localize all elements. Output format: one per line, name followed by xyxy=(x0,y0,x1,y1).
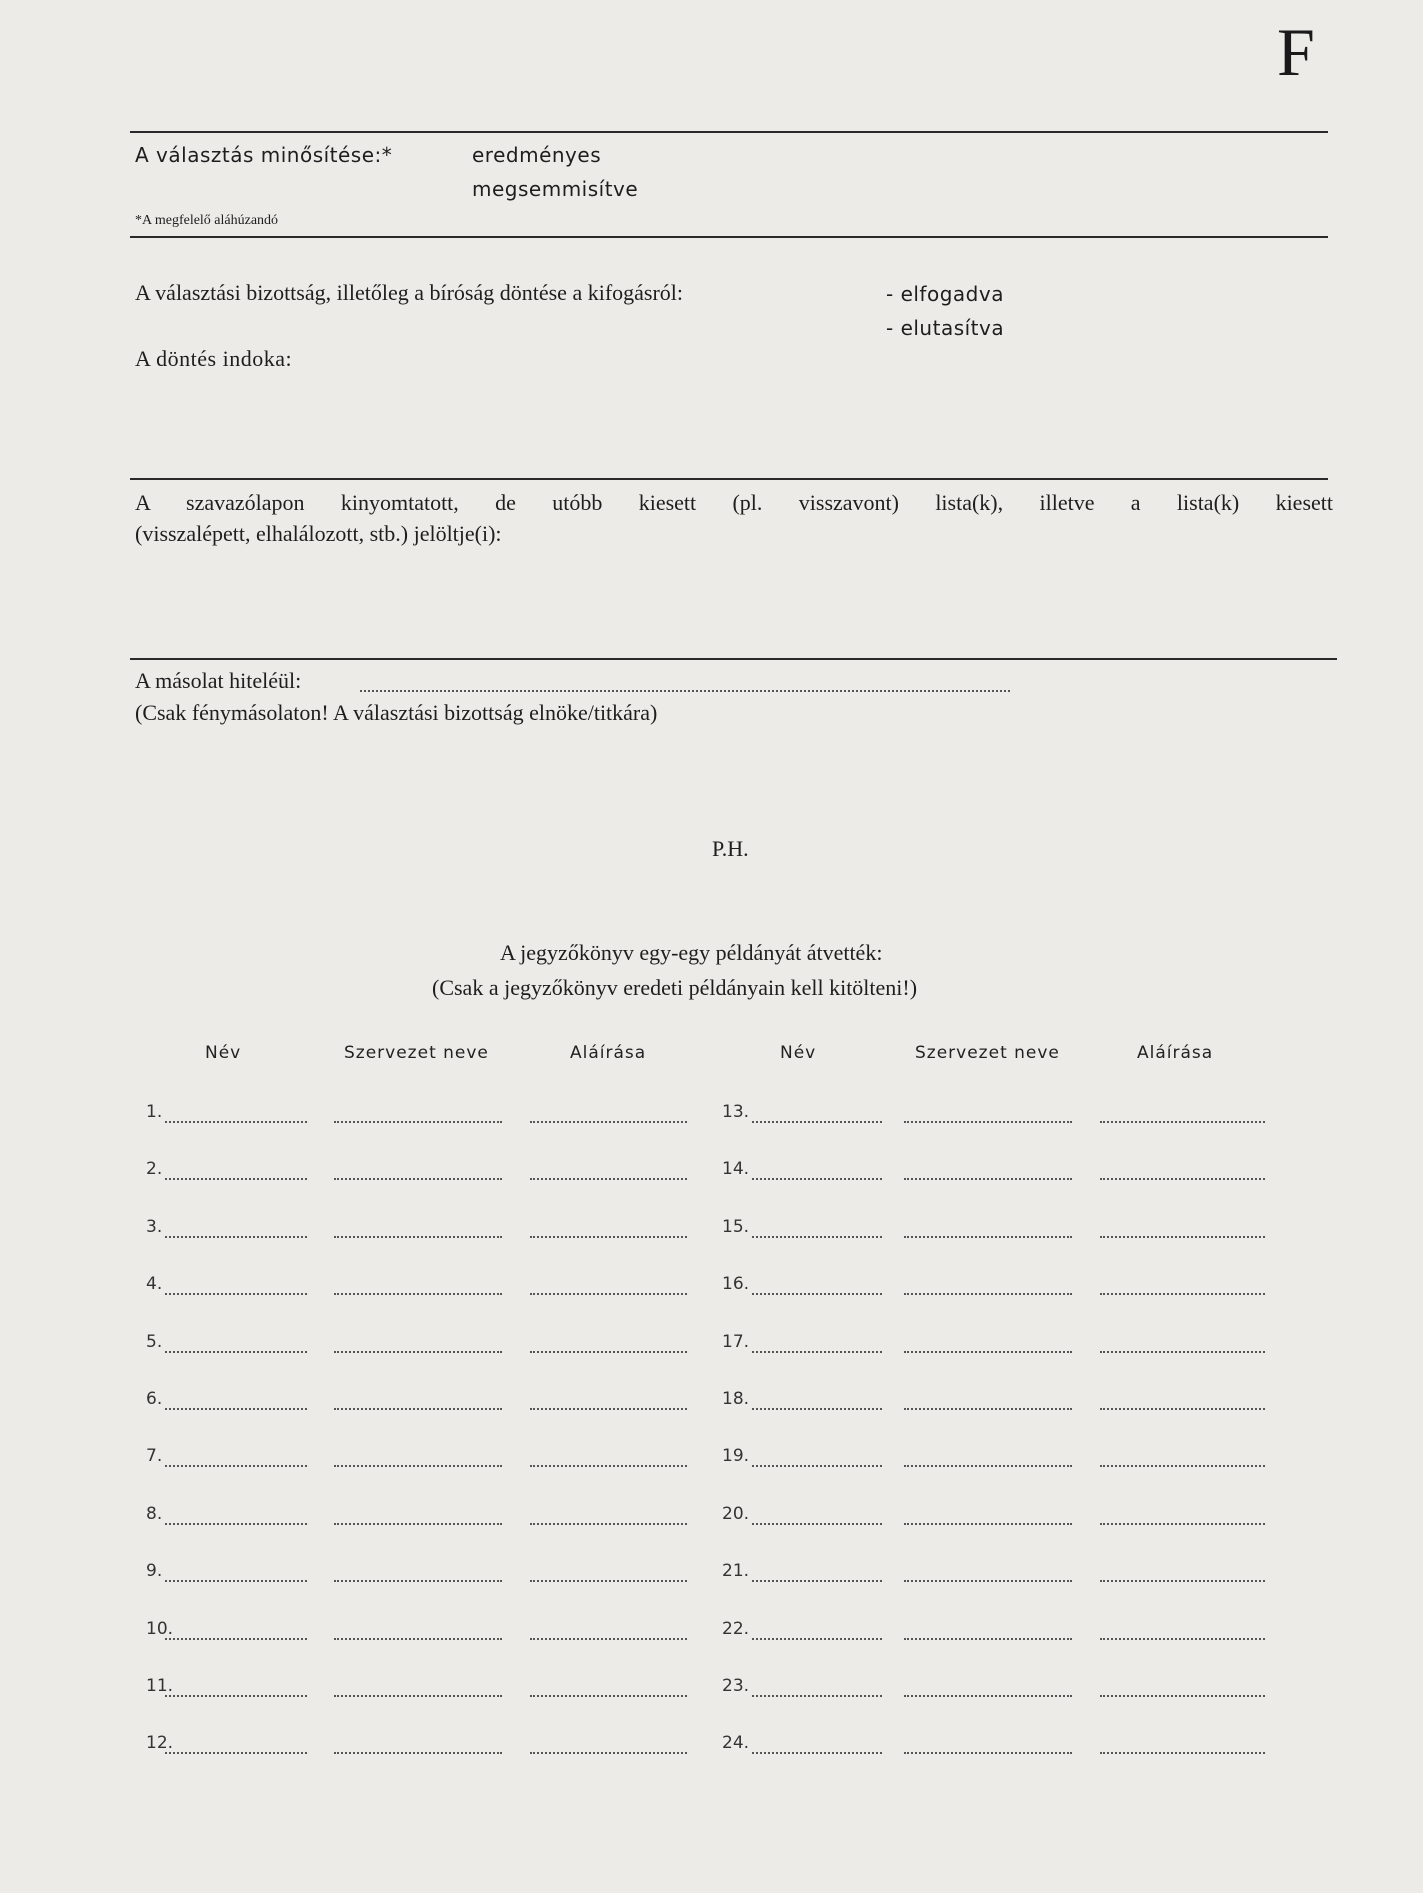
receipt-right-signature-line[interactable] xyxy=(1100,1752,1265,1754)
receipt-left-organization-line[interactable] xyxy=(334,1752,502,1754)
receipt-right-signature-line[interactable] xyxy=(1100,1695,1265,1697)
receipt-left-name-line[interactable] xyxy=(165,1351,307,1353)
row-number-right: 21. xyxy=(722,1561,750,1581)
row-number-right: 24. xyxy=(722,1733,750,1753)
receipt-right-signature-line[interactable] xyxy=(1100,1408,1265,1410)
row-number-left: 4. xyxy=(146,1274,163,1294)
receipt-left-name-line[interactable] xyxy=(165,1580,307,1582)
receipt-left-organization-line[interactable] xyxy=(334,1695,502,1697)
receipt-left-signature-line[interactable] xyxy=(530,1293,687,1295)
receipt-right-organization-line[interactable] xyxy=(904,1178,1072,1180)
receipt-right-organization-line[interactable] xyxy=(904,1695,1072,1697)
divider-objection xyxy=(130,478,1328,480)
receipt-left-organization-line[interactable] xyxy=(334,1236,502,1238)
receipt-right-signature-line[interactable] xyxy=(1100,1465,1265,1467)
receipt-right-signature-line[interactable] xyxy=(1100,1580,1265,1582)
receipt-left-signature-line[interactable] xyxy=(530,1523,687,1525)
receipt-right-signature-line[interactable] xyxy=(1100,1178,1265,1180)
receipt-left-organization-line[interactable] xyxy=(334,1293,502,1295)
receipt-right-signature-line[interactable] xyxy=(1100,1293,1265,1295)
row-number-right: 22. xyxy=(722,1619,750,1639)
receipt-right-organization-line[interactable] xyxy=(904,1580,1072,1582)
header-name-right: Név xyxy=(780,1043,817,1063)
objection-option-rejected[interactable]: - elutasítva xyxy=(886,316,1005,340)
receipt-right-name-line[interactable] xyxy=(752,1236,882,1238)
stamp-placeholder: P.H. xyxy=(712,836,749,861)
header-name-left: Név xyxy=(205,1043,242,1063)
receipt-subtitle: (Csak a jegyzőkönyv eredeti példányain kell kitölteni!) xyxy=(432,975,918,1000)
receipt-right-name-line[interactable] xyxy=(752,1523,882,1525)
row-number-left: 5. xyxy=(146,1332,163,1352)
objection-label: A választási bizottság, illetőleg a bíróság döntése a kifogásról: xyxy=(135,280,684,305)
row-number-left: 3. xyxy=(146,1217,163,1237)
receipt-left-signature-line[interactable] xyxy=(530,1178,687,1180)
receipt-left-name-line[interactable] xyxy=(165,1178,307,1180)
receipt-left-organization-line[interactable] xyxy=(334,1408,502,1410)
receipt-left-organization-line[interactable] xyxy=(334,1178,502,1180)
header-signature-right: Aláírása xyxy=(1137,1043,1214,1063)
receipt-left-name-line[interactable] xyxy=(165,1408,307,1410)
receipt-right-organization-line[interactable] xyxy=(904,1408,1072,1410)
receipt-left-signature-line[interactable] xyxy=(530,1580,687,1582)
row-number-left: 7. xyxy=(146,1446,163,1466)
receipt-left-name-line[interactable] xyxy=(165,1695,307,1697)
row-number-right: 16. xyxy=(722,1274,750,1294)
row-number-right: 20. xyxy=(722,1504,750,1524)
receipt-left-organization-line[interactable] xyxy=(334,1638,502,1640)
receipt-right-signature-line[interactable] xyxy=(1100,1523,1265,1525)
row-number-left: 10. xyxy=(146,1619,174,1639)
row-number-right: 23. xyxy=(722,1676,750,1696)
receipt-left-name-line[interactable] xyxy=(165,1465,307,1467)
receipt-right-name-line[interactable] xyxy=(752,1752,882,1754)
header-organization-left: Szervezet neve xyxy=(344,1043,489,1063)
row-number-left: 6. xyxy=(146,1389,163,1409)
row-number-left: 12. xyxy=(146,1733,174,1753)
receipt-right-signature-line[interactable] xyxy=(1100,1638,1265,1640)
receipt-left-signature-line[interactable] xyxy=(530,1351,687,1353)
receipt-right-organization-line[interactable] xyxy=(904,1752,1072,1754)
certification-label: A másolat hiteléül: xyxy=(135,668,302,693)
row-number-left: 1. xyxy=(146,1102,163,1122)
receipt-right-name-line[interactable] xyxy=(752,1695,882,1697)
receipt-left-signature-line[interactable] xyxy=(530,1638,687,1640)
divider-dropped xyxy=(130,658,1337,660)
divider-qualification xyxy=(130,236,1328,238)
row-number-left: 9. xyxy=(146,1561,163,1581)
receipt-right-organization-line[interactable] xyxy=(904,1465,1072,1467)
receipt-right-signature-line[interactable] xyxy=(1100,1121,1265,1123)
receipt-right-organization-line[interactable] xyxy=(904,1638,1072,1640)
divider-top xyxy=(130,131,1328,133)
row-number-left: 11. xyxy=(146,1676,174,1696)
receipt-left-name-line[interactable] xyxy=(165,1752,307,1754)
dropped-lists-text-line1: A szavazólapon kinyomtatott, de utóbb kiesett (pl. visszavont) lista(k), illetve a lista(k) kiesett xyxy=(135,490,1333,515)
receipt-left-organization-line[interactable] xyxy=(334,1465,502,1467)
row-number-right: 19. xyxy=(722,1446,750,1466)
receipt-left-organization-line[interactable] xyxy=(334,1580,502,1582)
receipt-right-organization-line[interactable] xyxy=(904,1293,1072,1295)
receipt-right-name-line[interactable] xyxy=(752,1351,882,1353)
certification-note: (Csak fénymásolaton! A választási bizottság elnöke/titkára) xyxy=(135,700,658,725)
qualification-option-annulled[interactable]: megsemmisítve xyxy=(472,177,639,201)
receipt-left-signature-line[interactable] xyxy=(530,1752,687,1754)
header-organization-right: Szervezet neve xyxy=(915,1043,1060,1063)
header-signature-left: Aláírása xyxy=(570,1043,647,1063)
corner-letter: F xyxy=(1277,14,1315,90)
receipt-right-organization-line[interactable] xyxy=(904,1121,1072,1123)
receipt-left-organization-line[interactable] xyxy=(334,1523,502,1525)
receipt-right-name-line[interactable] xyxy=(752,1178,882,1180)
receipt-right-name-line[interactable] xyxy=(752,1121,882,1123)
row-number-right: 15. xyxy=(722,1217,750,1237)
row-number-right: 14. xyxy=(722,1159,750,1179)
receipt-left-name-line[interactable] xyxy=(165,1523,307,1525)
receipt-left-name-line[interactable] xyxy=(165,1638,307,1640)
receipt-title: A jegyzőkönyv egy-egy példányát átvették: xyxy=(500,940,883,965)
row-number-right: 13. xyxy=(722,1102,750,1122)
dropped-lists-text-line2: (visszalépett, elhalálozott, stb.) jelöltje(i): xyxy=(135,521,502,546)
receipt-left-signature-line[interactable] xyxy=(530,1236,687,1238)
certification-signature-line[interactable] xyxy=(360,690,1010,692)
receipt-right-organization-line[interactable] xyxy=(904,1523,1072,1525)
receipt-right-name-line[interactable] xyxy=(752,1638,882,1640)
row-number-right: 18. xyxy=(722,1389,750,1409)
qualification-option-successful[interactable]: eredményes xyxy=(472,143,602,167)
receipt-right-signature-line[interactable] xyxy=(1100,1351,1265,1353)
receipt-right-signature-line[interactable] xyxy=(1100,1236,1265,1238)
row-number-left: 8. xyxy=(146,1504,163,1524)
receipt-left-signature-line[interactable] xyxy=(530,1408,687,1410)
receipt-right-name-line[interactable] xyxy=(752,1293,882,1295)
receipt-right-organization-line[interactable] xyxy=(904,1236,1072,1238)
qualification-label: A választás minősítése:* xyxy=(135,143,393,167)
receipt-left-organization-line[interactable] xyxy=(334,1121,502,1123)
receipt-left-name-line[interactable] xyxy=(165,1293,307,1295)
objection-option-accepted[interactable]: - elfogadva xyxy=(886,282,1004,306)
receipt-right-name-line[interactable] xyxy=(752,1580,882,1582)
receipt-left-signature-line[interactable] xyxy=(530,1121,687,1123)
receipt-left-organization-line[interactable] xyxy=(334,1351,502,1353)
receipt-right-name-line[interactable] xyxy=(752,1408,882,1410)
receipt-right-name-line[interactable] xyxy=(752,1465,882,1467)
row-number-right: 17. xyxy=(722,1332,750,1352)
receipt-right-organization-line[interactable] xyxy=(904,1351,1072,1353)
receipt-left-signature-line[interactable] xyxy=(530,1465,687,1467)
qualification-footnote: *A megfelelő aláhúzandó xyxy=(135,213,279,228)
decision-reason-label: A döntés indoka: xyxy=(135,346,293,371)
receipt-left-signature-line[interactable] xyxy=(530,1695,687,1697)
row-number-left: 2. xyxy=(146,1159,163,1179)
receipt-left-name-line[interactable] xyxy=(165,1121,307,1123)
receipt-left-name-line[interactable] xyxy=(165,1236,307,1238)
